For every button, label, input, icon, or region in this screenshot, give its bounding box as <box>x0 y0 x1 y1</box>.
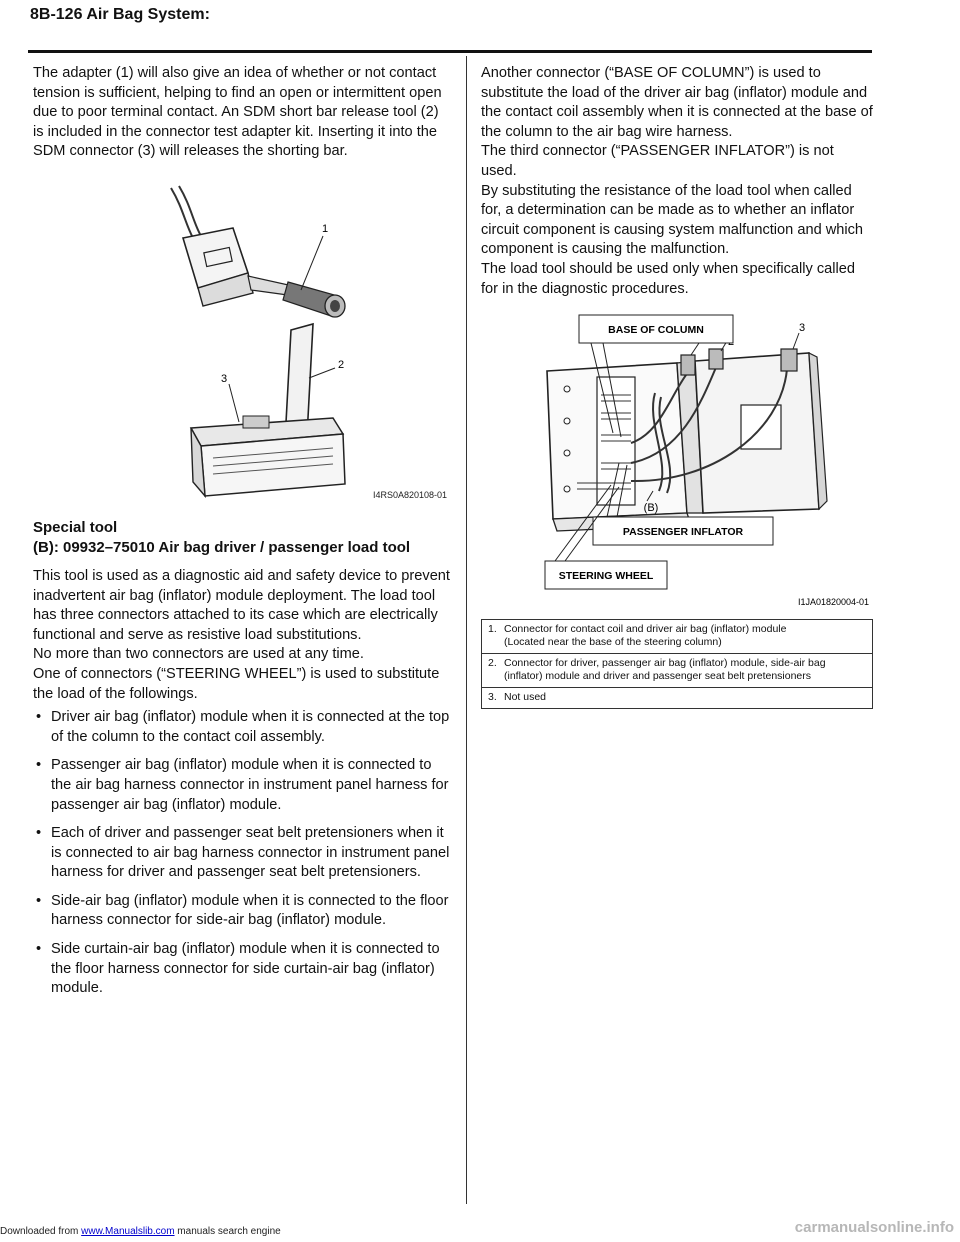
legend-text: (Located near the base of the steering column) <box>504 636 722 649</box>
footer <box>0 1226 281 1237</box>
column-divider <box>466 56 467 1204</box>
header-rule <box>28 50 872 53</box>
list-item: • Each of driver and passenger seat belt pretensioners when it is connected to air bag harness connector in instrument panel harness for driver and passenger seat belt pretensioners. <box>33 824 451 883</box>
base-of-column-text: Another connector (“BASE OF COLUMN”) is used to substitute the load of the driver air bag (inflator) module and the contact coil assembly when it is connected at the base of the column to the air bag wire harness. <box>481 65 873 140</box>
list-item: • Passenger air bag (inflator) module when it is connected to the air bag harness connector in instrument panel harness for passenger air bag (inflator) module. <box>33 756 451 815</box>
callout-3: 3 <box>221 372 228 385</box>
figure-code: I1JA01820004-01 <box>797 597 869 608</box>
steering-wheel-label: STEERING WHEEL <box>558 570 654 583</box>
manualslib-link[interactable]: www.Manualslib.com <box>81 1226 175 1237</box>
callout-2: 2 <box>338 358 345 371</box>
footer-prefix: Downloaded from <box>0 1226 82 1237</box>
load-tool-figure <box>481 313 873 613</box>
page-title: 8B-126 Air Bag System: <box>30 6 210 23</box>
tool-b-label: (B) <box>643 502 659 515</box>
steering-wheel-text: One of connectors (“STEERING WHEEL”) is used to substitute the load of the followings. <box>33 665 440 702</box>
connector-limit-text: No more than two connectors are used at any time. <box>33 646 364 663</box>
base-of-column-label: BASE OF COLUMN <box>608 324 704 337</box>
tool-description: This tool is used as a diagnostic aid and safety device to prevent inadvertent air bag (inflator) module deployment. The load tool has three connectors attached to its case which are electrically functional and serve as resistive load substitutions. <box>33 567 450 643</box>
legend-number: 1. <box>488 623 497 636</box>
legend-text: Not used <box>504 691 547 704</box>
list-item: • Driver air bag (inflator) module when it is connected at the top of the column to the contact coil assembly. <box>33 708 451 747</box>
adapter-figure <box>33 178 451 510</box>
substitution-text: By substituting the resistance of the load tool when called for, a determination can be made as to whether an inflator circuit component is causing system malfunction and which component is causing the malfunction. <box>481 182 864 258</box>
passenger-inflator-text: The third connector (“PASSENGER INFLATOR”) is not used. <box>481 143 834 179</box>
adapter-illustration <box>33 178 451 510</box>
callout-3: 3 <box>799 322 806 335</box>
list-item: • Side curtain-air bag (inflator) module when it is connected to the floor harness connector for side curtain-air bag (inflator) module. <box>33 940 451 999</box>
legend-text: (inflator) module and driver and passenger seat belt pretensioners <box>504 670 812 683</box>
load-tool-illustration <box>481 313 873 613</box>
legend-table <box>481 619 873 709</box>
table-row <box>482 688 873 709</box>
legend-number: 3. <box>488 691 497 704</box>
special-tool-label: Special tool <box>33 518 118 536</box>
left-column <box>33 64 451 1008</box>
legend-number: 2. <box>488 657 497 670</box>
figure-code: I4RS0A820108-01 <box>372 490 447 501</box>
table-row <box>482 654 873 688</box>
special-tool-name: (B): 09932–75010 Air bag driver / passenger load tool <box>33 538 411 556</box>
intro-paragraph: The adapter (1) will also give an idea of whether or not contact tension is sufficient, helping to find an open or intermittent open due to poor terminal contact. An SDM short bar release tool (2) is included in the connector test adapter kit. Inserting it into the SDM connector (3) will releases the shorting bar. <box>33 65 442 160</box>
legend-text: Connector for driver, passenger air bag (inflator) module, side-air bag <box>504 657 826 670</box>
substitution-list <box>33 708 451 999</box>
right-column <box>481 64 873 709</box>
legend-text: Connector for contact coil and driver air bag (inflator) module <box>504 623 787 636</box>
callout-1: 1 <box>322 222 329 235</box>
footer-suffix: manuals search engine <box>174 1226 281 1237</box>
list-item: • Side-air bag (inflator) module when it is connected to the floor harness connector for side-air bag (inflator) module. <box>33 892 451 931</box>
passenger-inflator-label: PASSENGER INFLATOR <box>622 526 744 539</box>
watermark: carmanualsonline.info <box>794 1219 954 1236</box>
usage-note-text: The load tool should be used only when specifically called for in the diagnostic procedures. <box>481 260 855 297</box>
table-row <box>482 620 873 654</box>
